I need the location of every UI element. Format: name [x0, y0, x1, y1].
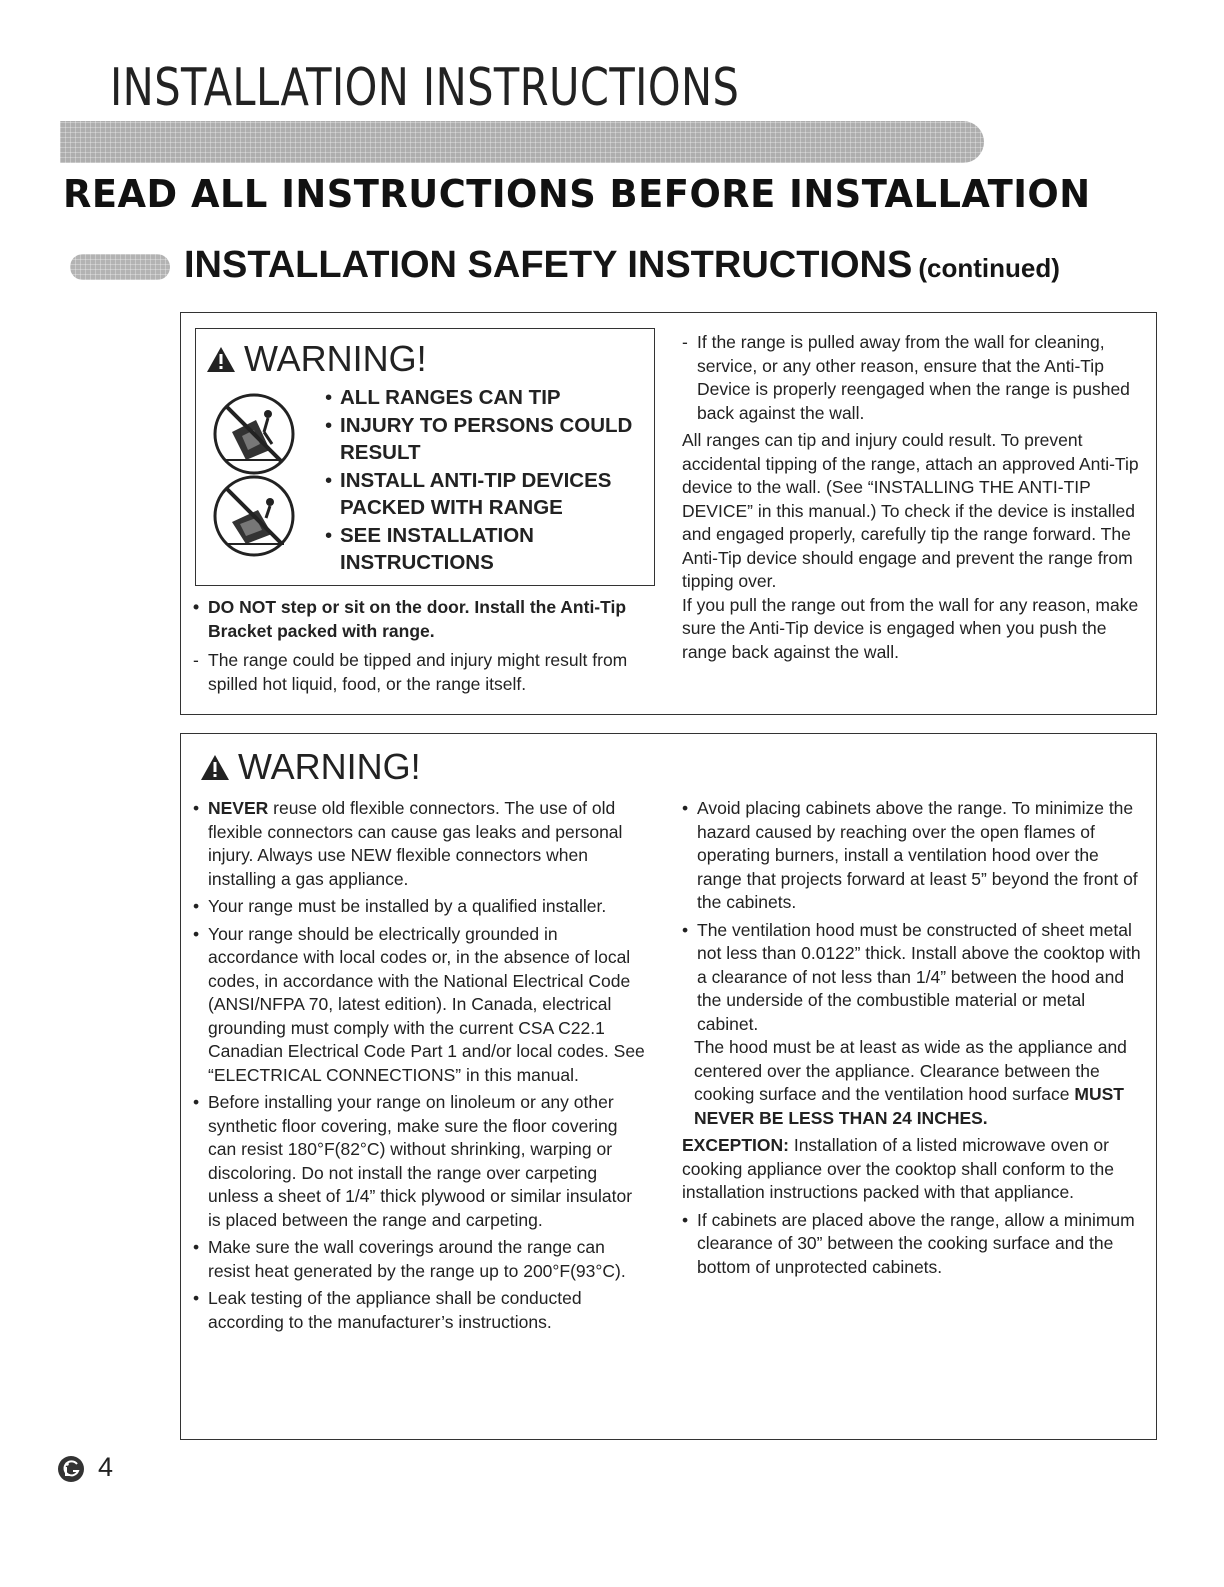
never-text: reuse old flexible connectors. The use of old flexible connectors can cause gas leaks and personal injury. Always use NEW flexible connectors when installing a gas appliance.	[208, 798, 623, 889]
section-title	[184, 244, 1060, 287]
cabinet-clearance-item: • If cabinets are placed above the range, allow a minimum clearance of 30” between the cooking surface and the bottom of unprotected cabinets.	[682, 1209, 1144, 1280]
never-label: NEVER	[208, 798, 269, 818]
warning-title: WARNING!	[244, 338, 427, 379]
warning-title: WARNING!	[238, 746, 421, 787]
box1-right-notes	[682, 331, 1144, 664]
hood-width-note	[682, 1036, 1144, 1130]
warning-item: • INJURY TO PERSONS COULD RESULT	[325, 412, 645, 467]
section-title-text: INSTALLATION SAFETY INSTRUCTIONS	[184, 244, 913, 286]
lg-logo-icon	[57, 1455, 85, 1483]
never-reuse-item	[193, 797, 649, 891]
warning-item: • ALL RANGES CAN TIP	[325, 384, 645, 412]
exception-text: Installation of a listed microwave oven or cooking appliance over the cooktop shall conform to the installation instructions packed with that appliance.	[682, 1135, 1114, 1202]
flooring-item: • Before installing your range on linoleum or any other synthetic floor covering, make sure the floor covering can resist 180°F(82°C) without shrinking, warping or discoloring. Do not install the range over carpeting unless a sheet of 1/4” thick plywood or similar insulator is placed between the range and carpeting.	[193, 1091, 649, 1232]
title-bar	[60, 121, 984, 163]
page-number: 4	[98, 1452, 114, 1482]
warning-item: • INSTALL ANTI-TIP DEVICES PACKED WITH RANGE	[325, 467, 645, 522]
hood-clearance-warning: MUST NEVER BE LESS THAN 24 INCHES.	[694, 1084, 1124, 1128]
warning-items	[325, 384, 645, 577]
hood-width-text: The hood must be at least as wide as the appliance and centered over the appliance. Clearance between the cooking surface and the ventilation hood surface	[694, 1037, 1127, 1104]
ventilation-hood-item: • The ventilation hood must be constructed of sheet metal not less than 0.0122” thick. Install above the cooktop with a clearance of not less than 1/4” between the hood and the underside of the combustible material or metal cabinet.	[682, 919, 1144, 1037]
page-title: INSTALLATION INSTRUCTIONS	[110, 58, 740, 118]
warning-heading	[200, 746, 421, 788]
tipped-note: - The range could be tipped and injury might result from spilled hot liquid, food, or the range itself.	[193, 649, 653, 696]
warning-item: • SEE INSTALLATION INSTRUCTIONS	[325, 522, 645, 577]
read-all-heading: READ ALL INSTRUCTIONS BEFORE INSTALLATION	[63, 172, 1091, 216]
grounding-item: • Your range should be electrically grounded in accordance with local codes or, in the absence of local codes, in accordance with the National Electrical Code (ANSI/NFPA 70, latest edition). In Canada, electrical grounding must comply with the current CSA C22.1 Canadian Electrical Code Part 1 and/or local codes. See “ELECTRICAL CONNECTIONS” in this manual.	[193, 923, 649, 1088]
warning-heading	[206, 338, 427, 380]
warning-triangle-icon	[200, 754, 230, 781]
box1-left-notes	[193, 596, 653, 700]
box2-left-column	[193, 797, 649, 1338]
pull-out-paragraph: If you pull the range out from the wall for any reason, make sure the Anti-Tip device is engaged when you push the range back against the wall.	[682, 594, 1139, 662]
exception-paragraph	[682, 1134, 1144, 1205]
box2-right-column	[682, 797, 1144, 1283]
no-tip-range-icon	[212, 392, 296, 476]
wall-coverings-item: • Make sure the wall coverings around the range can resist heat generated by the range up to 200°F(93°C).	[193, 1236, 649, 1283]
no-tip-range-icon	[212, 474, 296, 558]
section-title-suffix: (continued)	[918, 253, 1060, 283]
pulled-away-note: - If the range is pulled away from the wall for cleaning, service, or any other reason, ensure that the Anti-Tip Device is properly reengaged when the range is pushed back against the wall.	[682, 331, 1144, 425]
do-not-note: • DO NOT step or sit on the door. Install the Anti-Tip Bracket packed with range.	[193, 596, 653, 643]
section-pill	[70, 254, 170, 280]
avoid-cabinets-item: • Avoid placing cabinets above the range. To minimize the hazard caused by reaching over the open flames of operating burners, install a ventilation hood over the range that projects forward at least 5” beyond the front of the cabinets.	[682, 797, 1144, 915]
warning-triangle-icon	[206, 346, 236, 373]
leak-testing-item: • Leak testing of the appliance shall be conducted according to the manufacturer’s instructions.	[193, 1287, 649, 1334]
exception-label: EXCEPTION:	[682, 1135, 789, 1155]
qualified-installer-item: • Your range must be installed by a qualified installer.	[193, 895, 649, 919]
anti-tip-paragraph: All ranges can tip and injury could result. To prevent accidental tipping of the range, attach an approved Anti-Tip device to the wall. (See “INSTALLING THE ANTI-TIP DEVICE” in this manual.) To check if the device is installed and engaged properly, carefully tip the range forward. The Anti-Tip device should engage and prevent the range from tipping over.	[682, 430, 1139, 591]
